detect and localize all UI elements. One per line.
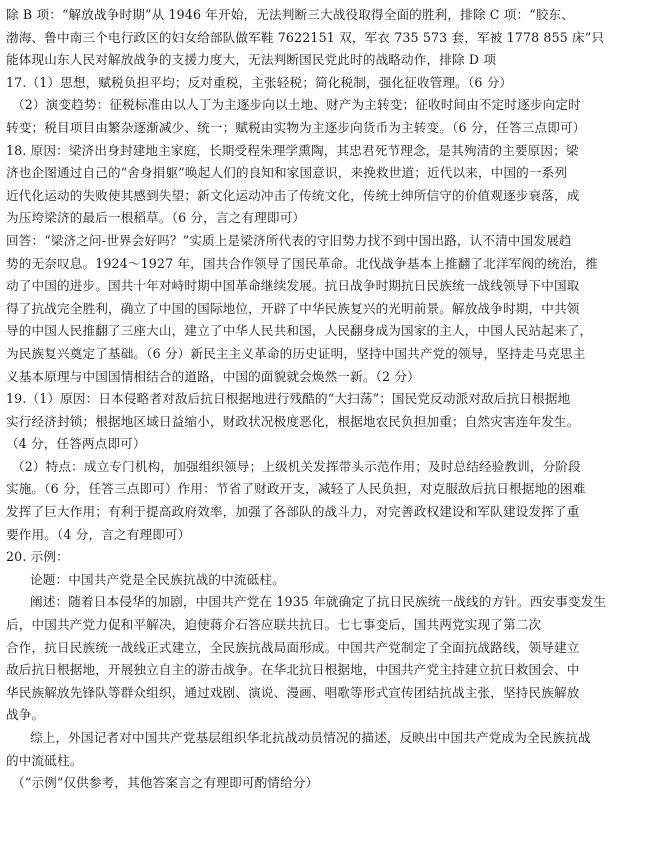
text-line: 义基本原理与中国国情相结合的道路，中国的面貌就会焕然一新。（2 分） (6, 368, 420, 384)
text-line: 论题：中国共产党是全民族抗战的中流砥柱。 (30, 571, 285, 587)
text-line: 为压垮梁济的最后一根稻草。（6 分，言之有理即可） (6, 210, 306, 226)
text-line: 的中流砥柱。 (6, 752, 83, 768)
text-line: 实行经济封锁；根据地区域日益缩小，财政状况极度恶化，根据地农民负担加重；自然灾害连年发生。 (6, 413, 580, 429)
text-line: 合作，抗日民族统一战线正式建立，全民族抗战局面形成。中国共产党制定了全面抗战路线，领导建立 (6, 639, 580, 655)
text-line: 除 B 项：“解放战争时期”从 1946 年开始，无法判断三大战役取得全面的胜利，排除 C 项：“胶东、 (6, 7, 575, 22)
text-line: 战争。 (6, 707, 45, 723)
text-line: 转变；税目项目由繁杂逐渐减少、统一；赋税由实物为主逐步向货币为主转变。（6 分，任答三点即可） (6, 119, 586, 135)
text-line: 阐述：随着日本侵华的加剧，中国共产党在 1935 年就确定了抗日民族统一战线的方针。西安事变发生 (30, 594, 607, 610)
text-line: 敌后抗日根据地，开展独立自主的游击战争。在华北抗日根据地，中国共产党主持建立抗日救国会、中 (6, 662, 580, 678)
text-line: 为民族复兴奠定了基础。（6 分）新民主主义革命的历史证明，坚持中国共产党的领导，坚持走马克思主 (6, 345, 586, 361)
text-line: 17.（1）思想，赋税负担平均；反对重税，主张轻税；简化税制，强化征收管理。（6 分） (6, 74, 513, 90)
text-line: 要作用。（4 分，言之有理即可） (6, 526, 191, 542)
text-line: （2）特点：成立专门机构，加强组织领导；上级机关发挥带头示范作用；及时总结经验教训，分阶段 (12, 458, 581, 474)
text-line: 势的无奈叹息。1924～1927 年，国共合作领导了国民革命。北伐战争基本上推翻了北洋军阀的统治，推 (6, 255, 598, 271)
text-line: 后，中国共产党力促和平解决，迫使蒋介石答应联共抗日。七七事变后，国共两党实现了第二次 (6, 617, 542, 633)
text-line: 19.（1）原因：日本侵略者对敌后抗日根据地进行残酷的“大扫荡”；国民党反动派对敌后抗日根据地 (6, 391, 571, 407)
text-line: 得了抗战完全胜利，确立了中国的国际地位，开辟了中华民族复兴的光明前景。解放战争时期，中共领 (6, 300, 580, 316)
answer-document (6, 4, 662, 795)
text-line: 实施。（6 分，任答三点即可）作用：节省了财政开支，减轻了人民负担，对克服敌后抗日根据地的困难 (6, 481, 586, 497)
text-line: 动了中国的进步。国共十年对峙时期中国革命继续发展。抗日战争时期抗日民族统一战线领导下中国取 (6, 278, 580, 294)
text-line: 近代化运动的失败使其感到失望；新文化运动冲击了传统文化，传统士绅所信守的价值观逐步衰落，成 (6, 187, 580, 203)
text-line: 回答：“梁济之问-世界会好吗？”实质上是梁济所代表的守旧势力找不到中国出路，认不清中国发展趋 (6, 232, 572, 248)
text-line: 能体现山东人民对解放战争的支援力度大，无法判断国民党此时的战略动作，排除 D 项 (6, 52, 497, 68)
text-line: 发挥了巨大作用；有利于提高政府效率，加强了各部队的战斗力，对完善政权建设和军队建设发挥了重 (6, 504, 580, 520)
text-line: （4 分，任答两点即可） (6, 436, 146, 452)
text-line: 济也企图通过自己的“舍身捐躯”唤起人们的良知和家国意识，来挽救世道；近代以来，中国的一系列 (6, 165, 568, 181)
text-line: （2）演变趋势：征税标准由以人丁为主逐步向以土地、财产为主转变；征收时间由不定时逐步向定时 (12, 97, 581, 113)
text-line: （“示例”仅供参考，其他答案言之有理即可酌情给分） (12, 775, 319, 791)
text-line: 渤海、鲁中南三个电行政区的妇女给部队做军鞋 7622151 双，军衣 735 573 套，军被 1778 855 床”只 (6, 29, 605, 45)
text-line: 18. 原因：梁济出身封建地主家庭，长期受程朱理学熏陶，其忠君死节理念，是其殉清的主要原因；梁 (6, 142, 579, 158)
text-line: 综上，外国记者对中国共产党基层组织华北抗战动员情况的描述，反映出中国共产党成为全民族抗战 (30, 730, 591, 745)
text-line: 20. 示例： (6, 549, 69, 565)
text-line: 华民族解放先锋队等群众组织，通过戏剧、演说、漫画、唱歌等形式宣传团结抗战主张，坚持民族解放 (6, 684, 580, 700)
text-line: 导的中国人民推翻了三座大山，建立了中华人民共和国，人民翻身成为国家的主人，中国人民站起来了， (6, 323, 593, 339)
